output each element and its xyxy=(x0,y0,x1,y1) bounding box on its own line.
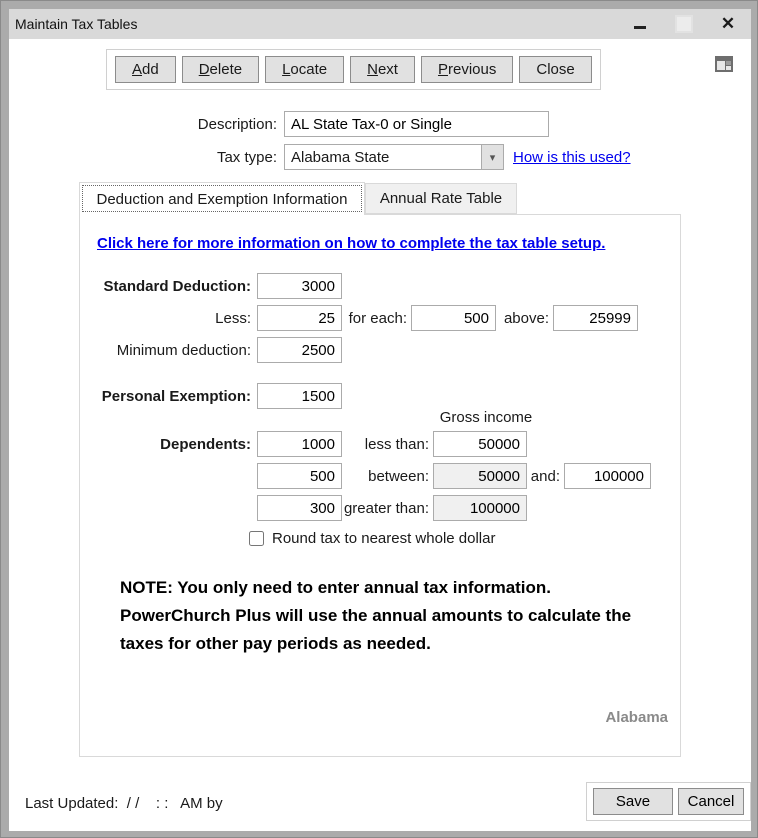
dependents-row-2 xyxy=(80,463,680,489)
tab-strip xyxy=(79,181,751,214)
standard-deduction-row xyxy=(80,273,680,299)
maintain-tax-tables-window xyxy=(9,9,751,831)
and-input[interactable] xyxy=(564,463,651,489)
dependents-amount-2-input[interactable] xyxy=(257,463,342,489)
less-label: Less: xyxy=(215,309,251,327)
personal-exemption-row xyxy=(80,383,680,409)
dependents-amount-1-input[interactable] xyxy=(257,431,342,457)
less-than-label: less than: xyxy=(364,435,429,453)
less-row xyxy=(80,305,680,331)
tax-type-value: Alabama State xyxy=(291,148,390,166)
dependents-row-3 xyxy=(80,495,680,521)
deduction-exemption-panel xyxy=(79,214,681,757)
window-content xyxy=(9,39,751,764)
tax-type-row xyxy=(9,144,751,170)
standard-deduction-input[interactable] xyxy=(257,273,342,299)
locate-button[interactable]: Locate xyxy=(265,56,344,83)
maximize-icon[interactable] xyxy=(675,15,693,33)
dependents-row-1 xyxy=(80,431,680,457)
above-input[interactable] xyxy=(553,305,638,331)
description-label: Description: xyxy=(197,115,277,133)
round-tax-checkbox[interactable] xyxy=(249,531,264,546)
footer-bar xyxy=(9,764,751,831)
minimize-icon[interactable] xyxy=(629,13,651,35)
grid-view-icon[interactable] xyxy=(714,54,734,74)
minimum-deduction-row xyxy=(80,337,680,363)
save-cancel-group xyxy=(586,782,751,821)
tab-deduction-exemption[interactable]: Deduction and Exemption Information xyxy=(79,182,365,215)
delete-button[interactable]: Delete xyxy=(182,56,259,83)
for-each-label: for each: xyxy=(348,309,407,327)
less-input[interactable] xyxy=(257,305,342,331)
description-input[interactable] xyxy=(284,111,549,137)
tax-type-select[interactable] xyxy=(284,144,504,170)
window-title: Maintain Tax Tables xyxy=(15,16,138,32)
round-tax-label: Round tax to nearest whole dollar xyxy=(272,529,496,547)
add-button[interactable]: Add xyxy=(115,56,176,83)
tax-type-label: Tax type: xyxy=(216,148,277,166)
how-is-this-used-link[interactable]: How is this used? xyxy=(513,148,631,166)
more-information-link[interactable]: Click here for more information on how to complete the tax table setup. xyxy=(97,235,606,252)
personal-exemption-label: Personal Exemption: xyxy=(101,387,251,405)
note-text: NOTE: You only need to enter annual tax information. PowerChurch Plus will use the annual amounts to calculate the taxes for other pay periods as needed. xyxy=(120,578,632,653)
gross-income-label: Gross income xyxy=(439,409,533,426)
save-button[interactable]: Save xyxy=(593,788,673,815)
above-label: above: xyxy=(503,309,549,327)
chevron-down-icon[interactable]: ▾ xyxy=(481,145,503,169)
personal-exemption-input[interactable] xyxy=(257,383,342,409)
between-label: between: xyxy=(368,467,429,485)
description-row xyxy=(9,111,751,137)
between-input[interactable] xyxy=(433,463,527,489)
greater-than-input[interactable] xyxy=(433,495,527,521)
record-toolbar xyxy=(106,49,601,90)
cancel-button[interactable]: Cancel xyxy=(678,788,744,815)
state-watermark: Alabama xyxy=(605,709,668,726)
standard-deduction-label: Standard Deduction: xyxy=(103,277,251,295)
round-tax-row xyxy=(249,529,680,547)
greater-than-label: greater than: xyxy=(343,499,429,517)
minimum-deduction-input[interactable] xyxy=(257,337,342,363)
and-label: and: xyxy=(530,467,560,485)
dependents-amount-3-input[interactable] xyxy=(257,495,342,521)
next-button[interactable]: Next xyxy=(350,56,415,83)
window-controls xyxy=(629,13,739,35)
dependents-label: Dependents: xyxy=(160,435,251,453)
last-updated-text: Last Updated: / / : : AM by xyxy=(25,795,223,812)
tab-annual-rate-table[interactable]: Annual Rate Table xyxy=(365,183,517,214)
close-icon[interactable]: ✕ xyxy=(720,14,736,33)
minimum-deduction-label: Minimum deduction: xyxy=(116,341,251,359)
previous-button[interactable]: Previous xyxy=(421,56,513,83)
title-bar xyxy=(9,9,751,39)
less-than-input[interactable] xyxy=(433,431,527,457)
for-each-input[interactable] xyxy=(411,305,496,331)
close-record-button[interactable]: Close xyxy=(519,56,591,83)
